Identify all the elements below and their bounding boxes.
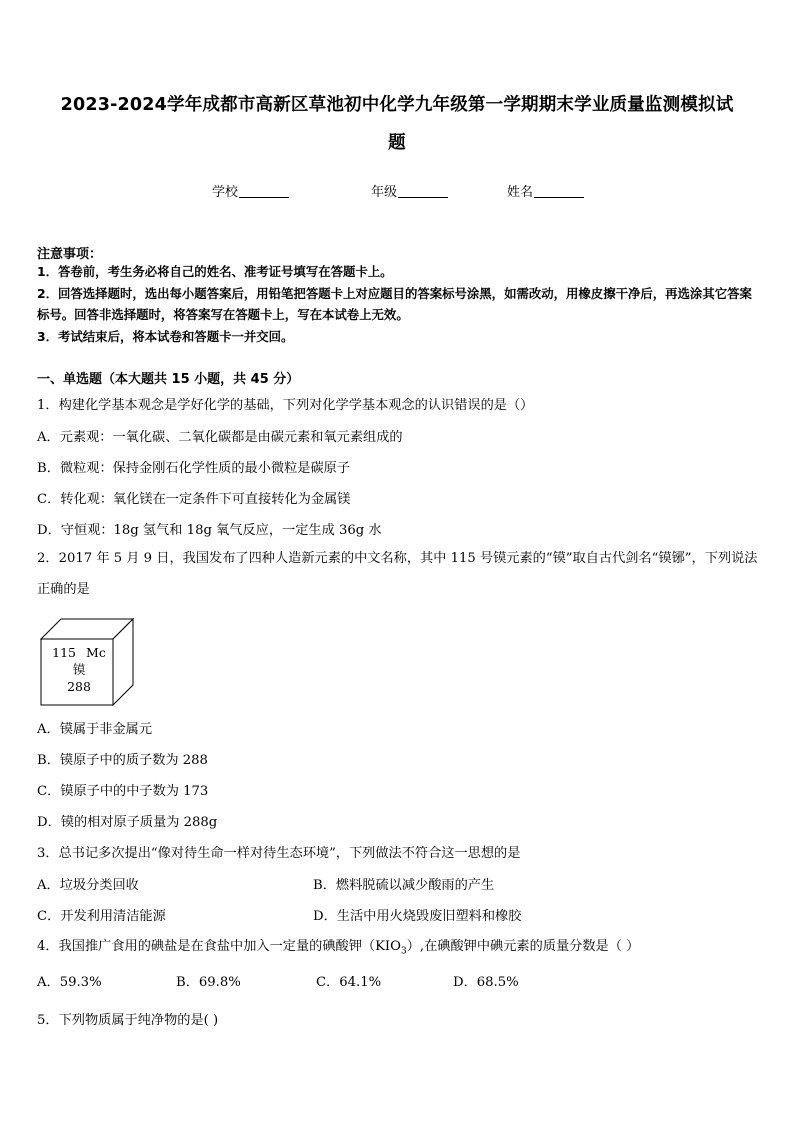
q1-option-b[interactable]: B．微粒观：保持金刚石化学性质的最小微粒是碳原子: [37, 461, 351, 476]
q2-stem: 2．2017 年 5 月 9 日，我国发布了四种人造新元素的中文名称，其中 115 号镆元素的“镆”取自古代剑名“镆铘”，下列说法正确的是: [37, 551, 758, 597]
notice-item-1: 1．答卷前，考生务必将自己的姓名、准考证号填写在答题卡上。: [37, 264, 393, 279]
q5-stem: 5．下列物质属于纯净物的是( ): [37, 1013, 219, 1028]
q4-stem-subscript: 3: [400, 946, 407, 957]
student-info-row: [0, 181, 794, 201]
q4-option-c[interactable]: C．64.1%: [316, 975, 382, 990]
section-heading: 一、单选题（本大题共 15 小题，共 45 分）: [37, 372, 300, 387]
q2-option-a[interactable]: A．镆属于非金属元: [37, 722, 153, 737]
notice-heading: 注意事项：: [37, 247, 103, 262]
q3-option-a[interactable]: A．垃圾分类回收: [37, 878, 139, 893]
q4-option-b[interactable]: B．69.8%: [176, 975, 241, 990]
q2-option-c[interactable]: C．镆原子中的中子数为 173: [37, 784, 209, 799]
q2-option-d[interactable]: D．镆的相对原子质量为 288g: [37, 815, 218, 830]
q4-stem-before: 4．我国推广食用的碘盐是在食盐中加入一定量的碘酸钾（KIO: [37, 939, 401, 954]
q1-option-a[interactable]: A．元素观：一氧化碳、二氧化碳都是由碳元素和氧元素组成的: [37, 430, 403, 445]
title-line-1: 2023-2024学年成都市高新区草池初中化学九年级第一学期期末学业质量监测模拟试: [60, 95, 734, 115]
q1-option-c[interactable]: C．转化观：氧化镁在一定条件下可直接转化为金属镁: [37, 492, 351, 507]
school-blank[interactable]: [239, 184, 289, 198]
q1-stem: 1．构建化学基本观念是学好化学的基础，下列对化学学基本观念的认识错误的是（）: [37, 398, 534, 413]
q4-option-d[interactable]: D．68.5%: [453, 975, 519, 990]
notice-item-3: 3．考试结束后，将本试卷和答题卡一并交回。: [37, 329, 294, 344]
school-field[interactable]: [212, 181, 289, 200]
q3-stem: 3．总书记多次提出“像对待生命一样对待生态环境”，下列做法不符合这一思想的是: [37, 846, 521, 861]
name-field[interactable]: [507, 181, 584, 200]
element-number: 115: [52, 645, 77, 660]
title-line-2: 题: [388, 133, 406, 153]
notice-item-2: 2．回答选择题时，选出每小题答案后，用铅笔把答题卡上对应题目的答案标号涂黑，如需改动，用橡皮擦干净后，再选涂其它答案标号。回答非选择题时，将答案写在答题卡上，写在本试卷上无效。: [37, 286, 752, 322]
element-symbol: Mc: [86, 645, 106, 660]
grade-label: 年级: [371, 185, 398, 200]
q4-stem: [37, 935, 639, 957]
q3-option-b[interactable]: B．燃料脱硫以减少酸雨的产生: [313, 878, 495, 893]
q4-stem-after: ）,在碘酸钾中碘元素的质量分数是（ ）: [406, 939, 640, 954]
q3-option-d[interactable]: D．生活中用火烧毁废旧塑料和橡胶: [313, 909, 522, 924]
school-label: 学校: [212, 185, 239, 200]
q4-option-a[interactable]: A．59.3%: [37, 975, 102, 990]
grade-blank[interactable]: [398, 184, 448, 198]
element-card-mc: [40, 618, 134, 706]
element-name: 镆: [72, 662, 86, 677]
grade-field[interactable]: [371, 181, 448, 200]
exam-title: [36, 86, 758, 162]
element-card-text: [41, 644, 117, 695]
name-blank[interactable]: [534, 184, 584, 198]
q4-options-row: [0, 971, 794, 991]
name-label: 姓名: [507, 185, 534, 200]
q1-option-d[interactable]: D．守恒观：18g 氢气和 18g 氧气反应，一定生成 36g 水: [37, 523, 382, 538]
q3-option-c[interactable]: C．开发利用清洁能源: [37, 909, 166, 924]
q2-option-b[interactable]: B．镆原子中的质子数为 288: [37, 753, 208, 768]
element-mass: 288: [67, 679, 91, 694]
